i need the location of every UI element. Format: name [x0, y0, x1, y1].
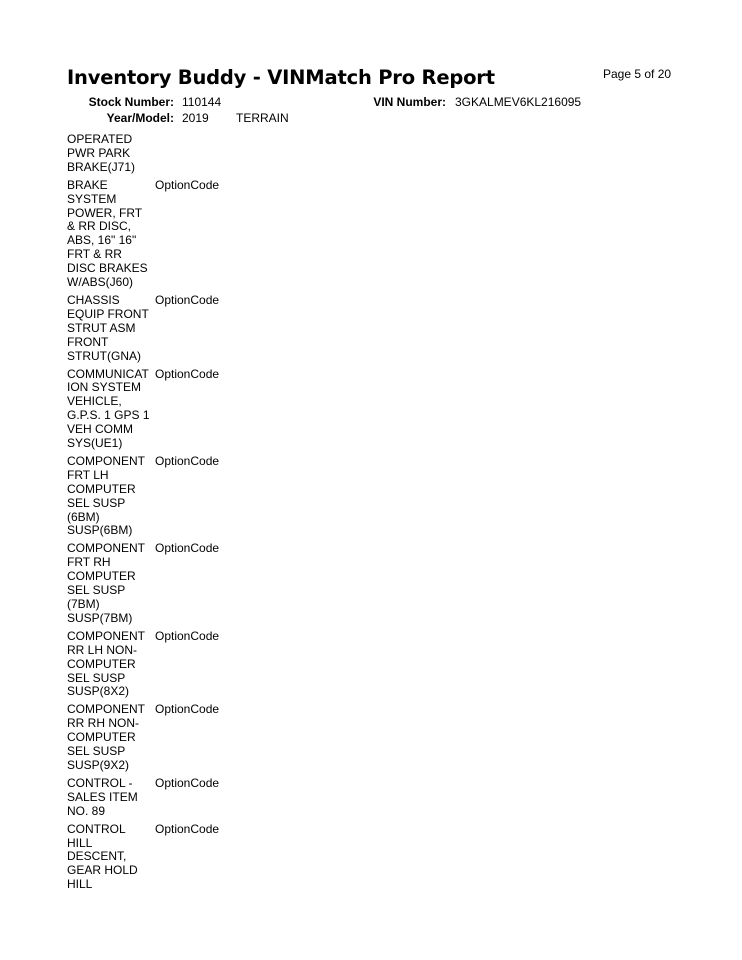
option-description: COMPONENT RR LH NON- COMPUTER SEL SUSP SUSP(8X2) [67, 628, 145, 699]
report-title: Inventory Buddy - VINMatch Pro Report [67, 66, 495, 89]
option-description: OPERATED PWR PARK BRAKE(J71) [67, 132, 136, 174]
option-type: OptionCode [155, 702, 220, 717]
year-model-label: Year/Model: [106, 111, 174, 125]
vin-number-value: 3GKALMEV6KL216095 [455, 95, 582, 109]
option-row [67, 455, 219, 538]
stock-number-value: 110144 [182, 95, 222, 109]
option-description: COMPONENT FRT LH COMPUTER SEL SUSP (6BM) SUSP(6BM) [67, 453, 145, 538]
option-row [67, 703, 219, 773]
option-description: COMMUNICAT ION SYSTEM VEHICLE, G.P.S. 1 GPS 1 VEH COMM SYS(UE1) [67, 366, 150, 451]
option-description: CONTROL - SALES ITEM NO. 89 [67, 775, 138, 818]
option-row [67, 823, 219, 893]
option-row [67, 542, 219, 625]
option-description: CONTROL HILL DESCENT, GEAR HOLD HILL [67, 821, 138, 892]
option-type: OptionCode [155, 177, 220, 192]
option-list [67, 133, 219, 896]
option-description: CHASSIS EQUIP FRONT STRUT ASM FRONT STRUT(GNA) [67, 292, 149, 363]
option-row [67, 777, 219, 819]
option-row [67, 368, 219, 451]
year-value: 2019 [182, 111, 209, 125]
option-type: OptionCode [155, 541, 220, 556]
option-description: COMPONENT FRT RH COMPUTER SEL SUSP (7BM) SUSP(7BM) [67, 541, 145, 625]
option-description: COMPONENT RR RH NON- COMPUTER SEL SUSP SUSP(9X2) [67, 702, 145, 772]
option-row [67, 630, 219, 700]
vin-number-label: VIN Number: [373, 95, 446, 109]
option-row [67, 294, 219, 364]
stock-number-label: Stock Number: [88, 95, 174, 109]
option-row [67, 179, 219, 290]
page-number: Page 5 of 20 [603, 67, 672, 81]
model-value: TERRAIN [236, 111, 289, 125]
option-type: OptionCode [155, 821, 220, 836]
option-row [67, 133, 219, 175]
option-type: OptionCode [155, 775, 220, 790]
option-type: OptionCode [155, 628, 220, 643]
option-type: OptionCode [155, 366, 220, 381]
option-type: OptionCode [155, 292, 220, 307]
option-description: BRAKE SYSTEM POWER, FRT & RR DISC, ABS, 16" 16" FRT & RR DISC BRAKES W/ABS(J60) [67, 177, 148, 290]
option-type: OptionCode [155, 453, 220, 468]
